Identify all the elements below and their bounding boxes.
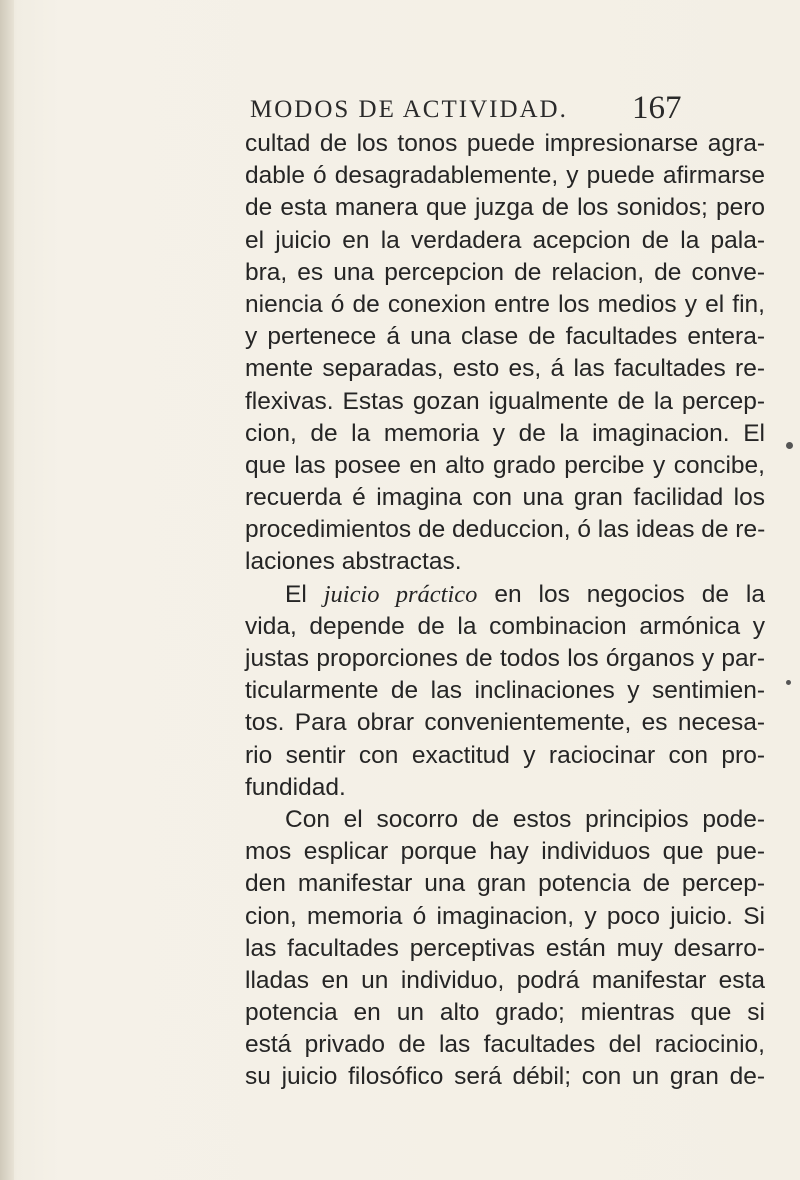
- text-line: cultad de los tonos puede impresionarse agra-: [245, 130, 765, 157]
- ink-speck: [786, 442, 793, 449]
- text-line: de esta manera que juzga de los sonidos; pero: [245, 194, 765, 222]
- paragraph-2: [245, 579, 765, 804]
- text-line: niencia ó de conexion entre los medios y el fin,: [245, 290, 765, 318]
- text-line: laciones abstractas.: [245, 548, 462, 576]
- text-line: lladas en un individuo, podrá manifestar esta: [245, 966, 765, 994]
- text-line: cion, de la memoria y de la imaginacion. El: [245, 419, 765, 447]
- paragraph-1: [245, 128, 765, 579]
- text-line: [245, 579, 765, 611]
- ink-speck: [786, 680, 791, 685]
- text-line: fundidad.: [245, 773, 346, 801]
- italic-term: juicio práctico: [323, 580, 478, 608]
- text-line: potencia en un alto grado; mientras que si: [245, 999, 765, 1027]
- text-line: vida, depende de la combinacion armónica y: [245, 612, 765, 640]
- text-line: mente separadas, esto es, á las facultades re-: [245, 355, 765, 383]
- text-line: su juicio filosófico será débil; con un gran de-: [245, 1063, 765, 1091]
- text-line: tos. Para obrar convenientemente, es necesa-: [245, 709, 765, 737]
- text-line: está privado de las facultades del raciocinio,: [245, 1031, 765, 1059]
- text-line: Con el socorro de estos principios pode-: [285, 805, 765, 833]
- text-line: que las posee en alto grado percibe y concibe,: [245, 451, 765, 479]
- page-spine-edge: [0, 0, 14, 1180]
- body-text: [245, 128, 765, 1094]
- text-line: den manifestar una gran potencia de percep-: [245, 870, 765, 898]
- running-title: MODOS DE ACTIVIDAD.: [250, 96, 568, 123]
- line-end: en los negocios de la: [494, 580, 765, 608]
- text-line: ticularmente de las inclinaciones y sentimien-: [245, 677, 765, 705]
- text-line: bra, es una percepcion de relacion, de conve-: [245, 258, 765, 286]
- text-line: procedimientos de deduccion, ó las ideas de re-: [245, 516, 766, 544]
- text-line: las facultades perceptivas están muy desarro-: [245, 934, 765, 962]
- text-line: y pertenece á una clase de facultades entera-: [245, 323, 765, 351]
- paragraph-3: [245, 804, 765, 1094]
- line-start: El: [285, 580, 307, 608]
- text-line: mos esplicar porque hay individuos que pue-: [245, 838, 765, 866]
- text-line: flexivas. Estas gozan igualmente de la percep-: [245, 387, 765, 415]
- text-line: justas proporciones de todos los órganos y par-: [245, 645, 765, 672]
- page-header: [0, 90, 800, 130]
- page-number: 167: [632, 90, 682, 126]
- text-line: el juicio en la verdadera acepcion de la pala-: [245, 226, 765, 254]
- text-line: rio sentir con exactitud y raciocinar con pro-: [245, 741, 765, 769]
- text-line: recuerda é imagina con una gran facilidad los: [245, 484, 765, 512]
- text-line: dable ó desagradablemente, y puede afirmarse: [245, 162, 765, 190]
- text-line: cion, memoria ó imaginacion, y poco juicio. Si: [245, 902, 765, 930]
